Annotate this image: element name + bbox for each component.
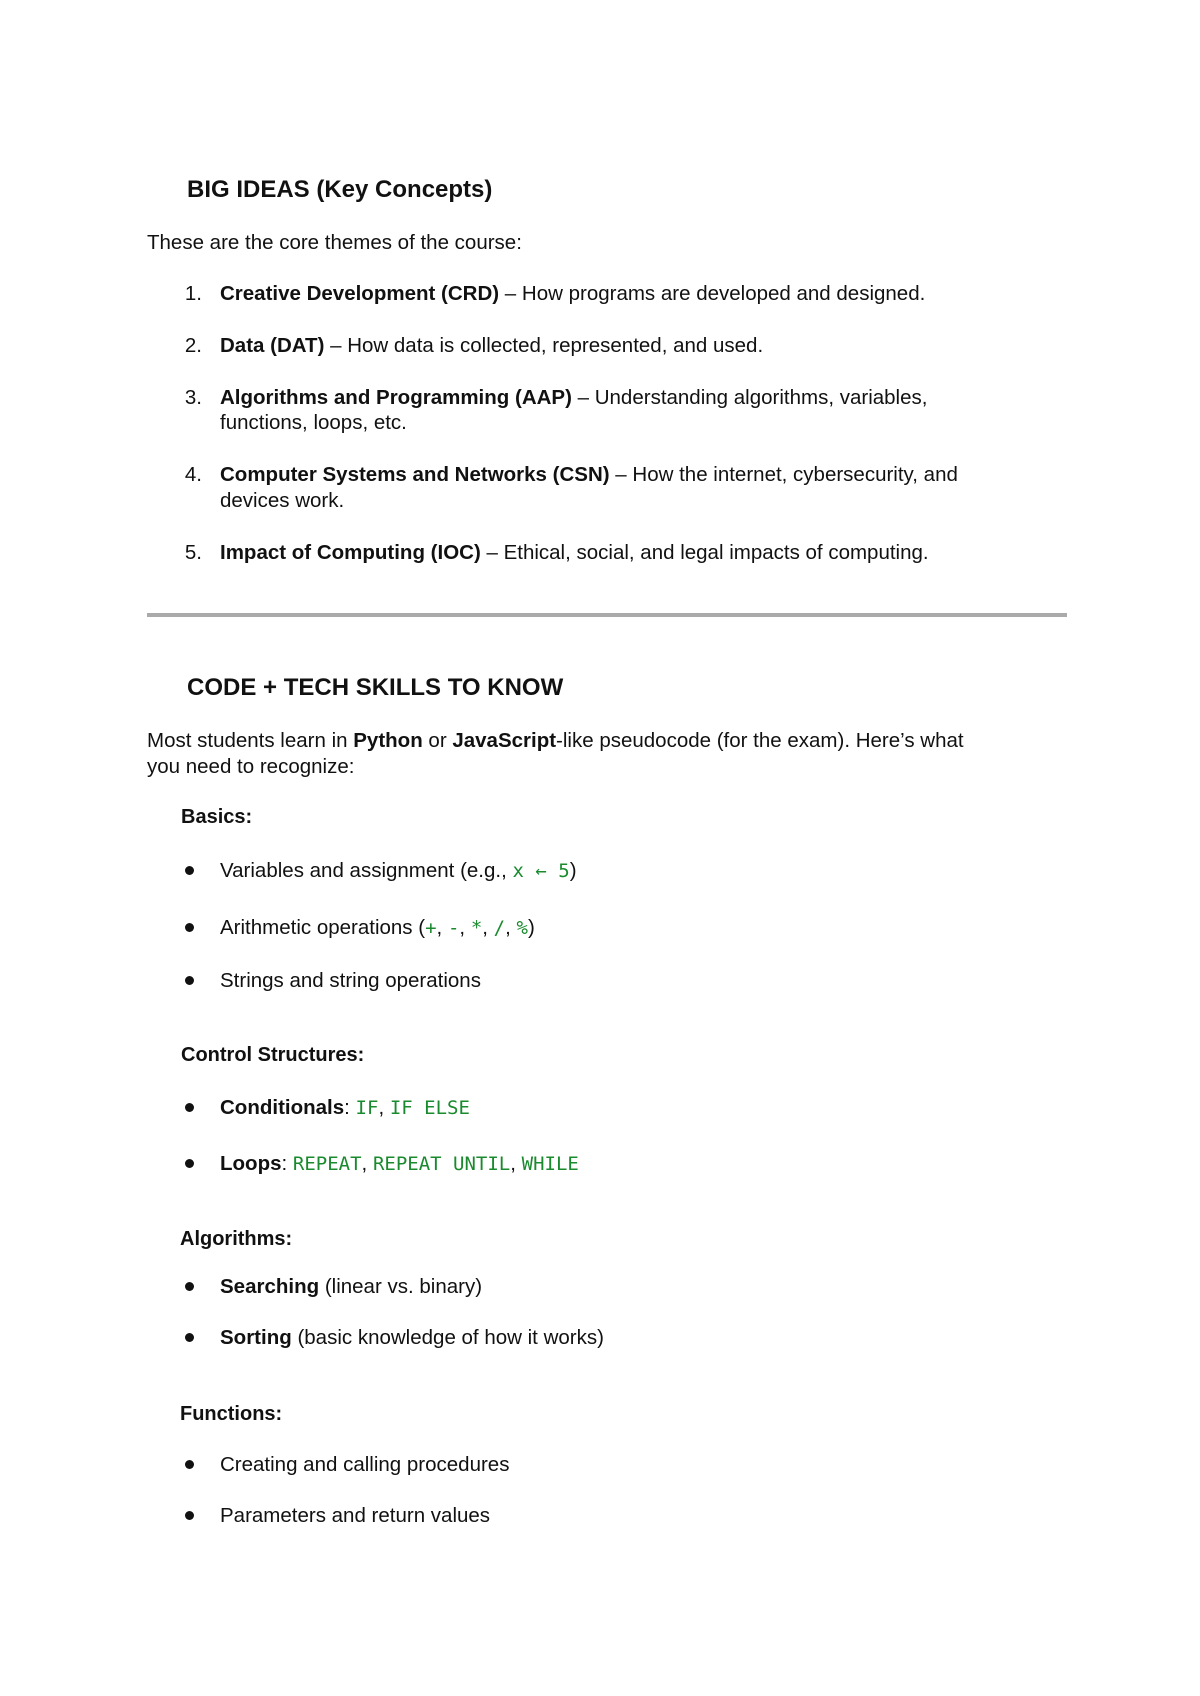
basics-title: Basics: [181,806,253,828]
code-snippet: % [516,917,528,939]
javascript-term: JavaScript [452,729,557,752]
python-term: Python [353,729,423,752]
control-structures-title: Control Structures: [181,1044,365,1066]
code-snippet: x ← 5 [512,860,570,882]
list-item-text [220,386,927,410]
list-item: Searching (linear vs. binary) [220,1275,483,1298]
big-ideas-intro: These are the core themes of the course: [147,231,522,254]
list-item-text [220,541,929,565]
bullet-icon [185,1282,194,1291]
list-item-desc-cont: functions, loops, etc. [220,411,407,434]
code-snippet: REPEAT [292,1153,362,1175]
code-snippet: WHILE [521,1153,579,1175]
list-number: 2. [184,334,202,357]
bullet-icon [185,923,194,932]
bullet-icon [185,1159,194,1168]
list-item: Creating and calling procedures [220,1453,510,1476]
list-number: 1. [184,282,202,305]
list-item-desc-cont: devices work. [220,489,345,512]
list-item-title: Algorithms and Programming (AAP) [220,386,572,409]
bullet-icon [185,1103,194,1112]
list-item-text [220,463,958,487]
bullet-icon [185,1460,194,1469]
list-item-title: Computer Systems and Networks (CSN) [220,463,610,486]
code-snippet: IF ELSE [389,1097,470,1119]
functions-title: Functions: [180,1403,283,1425]
skills-intro-line2: you need to recognize: [147,755,355,778]
bullet-icon [185,1333,194,1342]
list-item-desc: – How data is collected, represented, and used. [324,334,764,357]
list-item: Conditionals: IF, IF ELSE [220,1096,470,1119]
list-item: Parameters and return values [220,1504,491,1527]
section-divider [147,613,1067,617]
skills-intro-line1: Most students learn in Python or JavaScript-like pseudocode (for the exam). Here’s what [147,729,964,752]
big-ideas-heading: BIG IDEAS (Key Concepts) [187,176,493,203]
list-number: 5. [184,541,202,564]
list-item: Arithmetic operations (+, -, *, /, %) [220,916,535,939]
code-snippet: REPEAT UNTIL [372,1153,511,1175]
list-item-desc: – How the internet, cybersecurity, and [609,463,958,486]
code-snippet: * [470,917,483,939]
bullet-icon [185,976,194,985]
list-item: Sorting (basic knowledge of how it works) [220,1326,604,1349]
list-item: Loops: REPEAT, REPEAT UNTIL, WHILE [220,1152,579,1175]
list-number: 3. [184,386,202,409]
list-item-desc: – Understanding algorithms, variables, [571,386,928,409]
bullet-icon [185,1511,194,1520]
list-item-desc: – How programs are developed and designed. [499,282,926,305]
code-snippet: + [425,917,437,939]
list-item-text [220,282,925,306]
skills-heading: CODE + TECH SKILLS TO KNOW [187,674,564,701]
list-item-title: Creative Development (CRD) [220,282,500,305]
list-item: Variables and assignment (e.g., x ← 5) [220,859,577,882]
list-item-title: Impact of Computing (IOC) [220,541,481,564]
list-number: 4. [184,463,202,486]
list-item-desc: – Ethical, social, and legal impacts of computing. [480,541,929,564]
list-item-title: Data (DAT) [220,334,325,357]
code-snippet: IF [355,1097,379,1119]
bullet-icon [185,866,194,875]
code-snippet: / [493,917,506,939]
list-item: Strings and string operations [220,969,481,992]
code-snippet: - [447,917,460,939]
list-item-text [220,334,763,358]
algorithms-title: Algorithms: [180,1228,293,1250]
